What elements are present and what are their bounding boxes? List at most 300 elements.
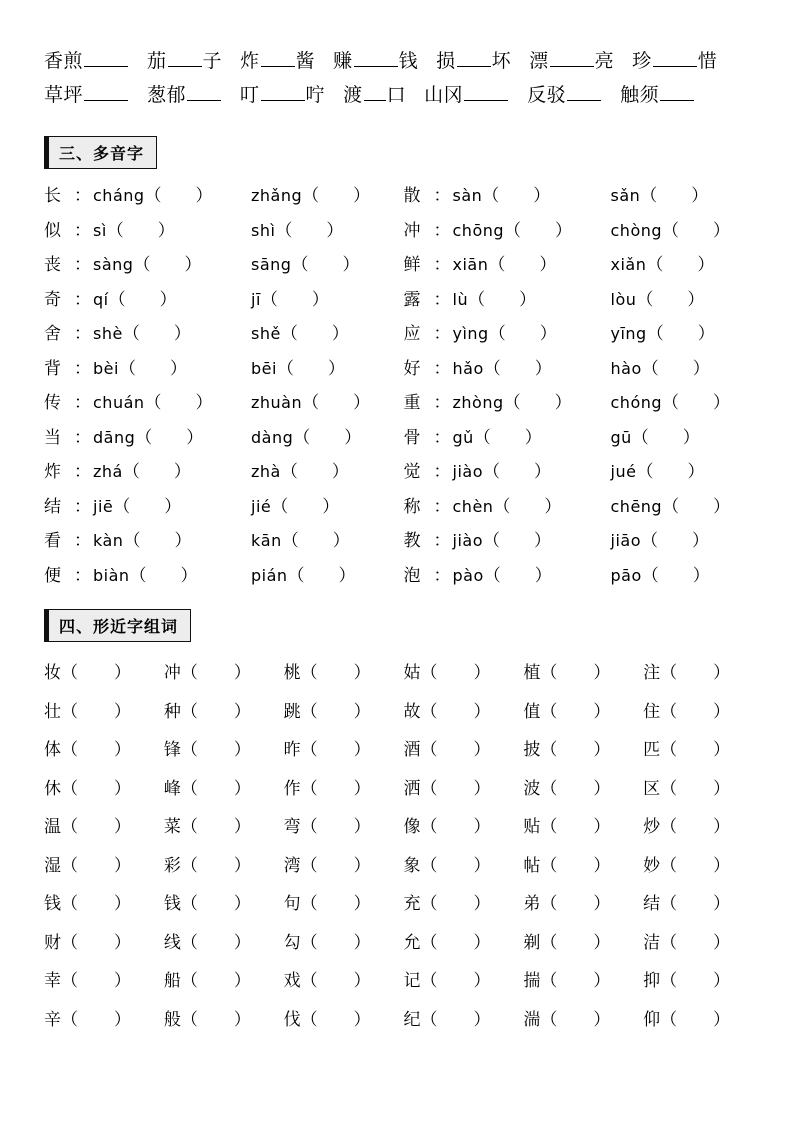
answer-parentheses[interactable]: （ ） [540,1009,611,1030]
answer-parentheses[interactable]: （ ） [468,289,537,310]
answer-parentheses[interactable]: （ ） [180,894,251,914]
answer-blank[interactable] [660,86,694,101]
duoyinzi-character: 骨 [403,427,421,448]
xingjinzi-cell [404,885,524,924]
answer-parentheses[interactable]: （ ） [108,289,177,310]
xingjinzi-cell [284,962,404,1001]
answer-parentheses[interactable]: （ ） [660,1009,731,1030]
colon-separator: ： [74,186,91,206]
fill-in-item [436,44,511,78]
xingjinzi-character: 峰 [163,778,181,799]
answer-parentheses[interactable]: （ ） [636,462,705,482]
fill-in-item [44,44,129,78]
duoyinzi-row [44,179,404,214]
answer-parentheses[interactable]: （ ） [641,358,710,379]
answer-parentheses[interactable]: （ ） [300,932,371,953]
answer-parentheses[interactable]: （ ） [503,393,572,413]
duoyinzi-row [44,317,404,352]
pinyin-label: jié [251,496,272,516]
xingjinzi-character: 炒 [643,817,661,837]
duoyinzi-row [44,455,404,490]
xingjinzi-cell [404,654,524,693]
pinyin-entry [453,490,611,525]
answer-parentheses[interactable]: （ ） [302,186,371,206]
xingjinzi-character: 洒 [403,778,421,799]
answer-parentheses[interactable]: （ ） [482,531,551,551]
xingjinzi-cell [164,654,284,693]
answer-parentheses[interactable]: （ ） [133,255,202,275]
answer-parentheses[interactable]: （ ） [118,358,187,379]
answer-parentheses[interactable]: （ ） [180,1009,251,1030]
xingjinzi-character: 像 [403,817,421,837]
xingjinzi-character: 壮 [44,701,61,722]
answer-blank[interactable] [364,86,386,101]
answer-parentheses[interactable]: （ ） [493,496,562,517]
duoyinzi-row [44,248,404,283]
pinyin-entry [453,248,611,283]
colon-separator: ： [433,255,451,275]
answer-parentheses[interactable]: （ ） [488,324,557,344]
xingjinzi-character: 钱 [44,894,61,914]
answer-blank[interactable] [168,52,202,67]
pinyin-entry [453,179,611,214]
pinyin-entry [93,352,251,387]
pinyin-entry [611,283,705,318]
answer-parentheses[interactable]: （ ） [488,255,557,275]
answer-parentheses[interactable]: （ ） [636,289,705,310]
answer-parentheses[interactable]: （ ） [640,186,709,206]
pinyin-entry [453,214,611,249]
xingjinzi-character: 记 [403,971,421,991]
xingjinzi-cell [164,962,284,1001]
pinyin-entry [611,386,731,421]
answer-parentheses[interactable]: （ ） [300,740,371,760]
answer-blank[interactable] [354,52,398,67]
xingjinzi-cell [44,770,164,809]
answer-parentheses[interactable]: （ ） [420,778,491,799]
duoyinzi-row [44,559,404,594]
pinyin-entry [251,317,349,352]
xingjinzi-character: 般 [163,1009,181,1030]
answer-parentheses[interactable]: （ ） [300,817,371,837]
xingjinzi-cell [164,885,284,924]
xingjinzi-cell [284,808,404,847]
answer-parentheses[interactable]: （ ） [300,971,371,991]
answer-parentheses[interactable]: （ ） [61,778,131,799]
answer-parentheses[interactable]: （ ） [662,393,731,413]
fill-in-prefix: 香煎 [44,50,84,72]
colon-separator: ： [74,289,91,310]
answer-parentheses[interactable]: （ ） [300,894,371,914]
answer-parentheses[interactable]: （ ） [61,894,131,914]
pinyin-label: chèn [452,496,494,516]
xingjinzi-character: 锋 [163,740,181,760]
answer-parentheses[interactable]: （ ） [662,220,731,241]
answer-parentheses[interactable]: （ ） [291,255,360,275]
answer-parentheses[interactable]: （ ） [276,358,345,379]
pinyin-entry [93,386,251,421]
answer-parentheses[interactable]: （ ） [260,289,329,310]
answer-parentheses[interactable]: （ ） [61,971,131,991]
answer-parentheses[interactable]: （ ） [275,220,344,241]
answer-parentheses[interactable]: （ ） [540,855,611,876]
answer-parentheses[interactable]: （ ） [180,932,251,953]
answer-parentheses[interactable]: （ ） [641,565,710,586]
colon-separator: ： [433,462,451,482]
answer-parentheses[interactable]: （ ） [280,462,349,482]
pinyin-entry [251,283,329,318]
answer-parentheses[interactable]: （ ） [180,971,251,991]
answer-parentheses[interactable]: （ ） [300,1009,371,1030]
answer-parentheses[interactable]: （ ） [660,971,731,991]
xingjinzi-cell [523,885,643,924]
pinyin-label: sāng [251,255,292,274]
duoyinzi-row [44,421,404,456]
xingjinzi-character: 体 [44,740,61,760]
answer-parentheses[interactable]: （ ） [135,427,204,448]
answer-parentheses[interactable]: （ ） [420,740,491,760]
answer-blank[interactable] [84,86,128,101]
duoyinzi-character: 露 [403,289,421,310]
answer-parentheses[interactable]: （ ） [646,255,715,275]
xingjinzi-cell [44,1001,164,1040]
duoyinzi-character: 长 [44,186,61,206]
xingjinzi-cell [404,808,524,847]
answer-parentheses[interactable]: （ ） [420,855,491,876]
xingjinzi-character: 故 [403,701,421,722]
duoyinzi-character: 炸 [44,462,61,482]
pinyin-label: chóng [610,393,663,412]
fill-in-item [632,44,717,78]
duoyinzi-row [404,214,764,249]
colon-separator: ： [74,324,91,344]
answer-parentheses[interactable]: （ ） [420,1009,491,1030]
xingjinzi-character: 勾 [283,932,301,953]
pinyin-label: yīng [610,324,647,343]
fill-in-item [424,78,509,112]
answer-parentheses[interactable]: （ ） [660,855,731,876]
colon-separator: ： [433,324,451,344]
fill-in-prefix: 葱郁 [147,84,187,106]
fill-in-item [147,78,222,112]
xingjinzi-character: 湍 [523,1009,541,1030]
pinyin-entry [453,455,611,490]
xingjinzi-character: 贴 [523,817,541,837]
answer-parentheses[interactable]: （ ） [180,817,251,837]
duoyinzi-character: 丧 [44,255,61,275]
pinyin-entry [251,352,345,387]
pinyin-label: zhá [93,462,123,481]
answer-parentheses[interactable]: （ ） [61,663,131,683]
duoyinzi-row [44,214,404,249]
answer-parentheses[interactable]: （ ） [660,894,731,914]
duoyinzi-character: 当 [44,427,61,448]
pinyin-entry [453,524,611,559]
xingjinzi-character: 象 [403,855,421,876]
answer-parentheses[interactable]: （ ） [540,817,611,837]
answer-parentheses[interactable]: （ ） [420,701,491,722]
answer-blank[interactable] [261,52,295,67]
answer-parentheses[interactable]: （ ） [540,971,611,991]
pinyin-label: shě [251,324,281,343]
pinyin-label: pào [452,565,484,585]
duoyinzi-row [404,455,764,490]
xingjinzi-character: 结 [643,894,661,914]
answer-parentheses[interactable]: （ ） [123,531,192,551]
colon-separator: ： [433,289,451,310]
pinyin-label: jiāo [610,531,641,550]
xingjinzi-character: 妆 [44,663,61,683]
answer-blank[interactable] [653,52,697,67]
answer-parentheses[interactable]: （ ） [293,427,362,448]
answer-blank[interactable] [550,52,594,67]
xingjinzi-cell [643,885,763,924]
xingjinzi-character: 伐 [283,1009,301,1030]
xingjinzi-character: 种 [163,701,181,722]
pinyin-entry [453,421,611,456]
colon-separator: ： [74,358,91,379]
answer-parentheses[interactable]: （ ） [144,186,213,206]
duoyinzi-character: 应 [403,324,421,344]
pinyin-entry [251,490,339,525]
answer-parentheses[interactable]: （ ） [540,778,611,799]
answer-parentheses[interactable]: （ ） [180,701,251,722]
xingjinzi-cell [44,808,164,847]
pinyin-entry [611,317,715,352]
xingjinzi-cell [523,654,643,693]
duoyinzi-character: 奇 [44,289,61,310]
pinyin-entry [251,386,370,421]
colon-separator: ： [74,255,91,275]
pinyin-label: bèi [93,358,119,378]
answer-parentheses[interactable]: （ ） [180,855,251,876]
fill-in-prefix: 珍 [632,50,652,72]
fill-in-suffix: 口 [386,84,407,106]
duoyinzi-row [404,179,764,214]
fill-in-prefix: 炸 [240,50,260,72]
answer-blank[interactable] [261,86,305,101]
pinyin-label: pián [251,565,288,585]
pinyin-entry [611,352,710,387]
pinyin-label: shì [251,220,276,240]
answer-parentheses[interactable]: （ ） [473,427,542,448]
xingjinzi-character: 湿 [44,855,61,876]
duoyinzi-row [404,317,764,352]
duoyinzi-character: 鲜 [403,255,421,275]
answer-parentheses[interactable]: （ ） [540,932,611,953]
answer-parentheses[interactable]: （ ） [61,701,131,722]
answer-parentheses[interactable]: （ ） [281,531,350,551]
xingjinzi-cell [44,885,164,924]
colon-separator: ： [433,393,451,413]
xingjinzi-character: 戏 [283,971,301,991]
xingjinzi-character: 句 [283,894,301,914]
answer-parentheses[interactable]: （ ） [300,663,371,683]
answer-parentheses[interactable]: （ ） [483,358,552,379]
answer-parentheses[interactable]: （ ） [302,393,371,413]
pinyin-entry [453,386,611,421]
pinyin-label: lù [452,289,469,309]
xingjinzi-character: 住 [643,701,661,722]
answer-parentheses[interactable]: （ ） [122,324,191,344]
pinyin-entry [251,179,370,214]
answer-blank[interactable] [464,86,508,101]
fill-in-item [527,78,602,112]
pinyin-label: lòu [610,289,637,309]
colon-separator: ： [433,186,451,206]
answer-parentheses[interactable]: （ ） [180,663,251,683]
duoyinzi-row [404,490,764,525]
pinyin-entry [611,179,709,214]
fill-in-suffix: 坏 [491,50,512,72]
xingjinzi-cell [643,847,763,886]
answer-parentheses[interactable]: （ ） [271,496,340,517]
answer-parentheses[interactable]: （ ） [122,462,191,482]
pinyin-label: qí [93,289,109,309]
fill-in-item [240,44,315,78]
answer-parentheses[interactable]: （ ） [300,855,371,876]
fill-in-row [44,44,763,78]
answer-parentheses[interactable]: （ ） [287,565,356,586]
answer-parentheses[interactable]: （ ） [420,817,491,837]
fill-in-prefix: 反驳 [527,84,567,106]
xingjinzi-cell [404,693,524,732]
fill-in-prefix: 草坪 [44,84,84,106]
fill-in-suffix: 亮 [594,50,615,72]
answer-blank[interactable] [567,86,601,101]
xingjinzi-cell [284,654,404,693]
xingjinzi-cell [164,770,284,809]
answer-parentheses[interactable]: （ ） [180,740,251,760]
fill-in-item [333,44,418,78]
answer-parentheses[interactable]: （ ） [540,663,611,683]
answer-parentheses[interactable]: （ ） [144,393,213,413]
pinyin-entry [93,490,251,525]
answer-parentheses[interactable]: （ ） [660,932,731,953]
answer-parentheses[interactable]: （ ） [540,701,611,722]
answer-parentheses[interactable]: （ ） [129,565,198,586]
answer-parentheses[interactable]: （ ） [482,462,551,482]
xingjinzi-cell [164,731,284,770]
answer-parentheses[interactable]: （ ） [180,778,251,799]
xingjinzi-character: 披 [523,740,541,760]
xingjinzi-cell [284,1001,404,1040]
pinyin-entry [93,214,251,249]
pinyin-label: jiào [452,531,483,550]
xingjinzi-cell [404,770,524,809]
xingjinzi-cell [284,924,404,963]
answer-parentheses[interactable]: （ ） [420,971,491,991]
colon-separator: ： [433,220,451,241]
answer-parentheses[interactable]: （ ） [660,701,731,722]
answer-blank[interactable] [187,86,221,101]
pinyin-entry [453,317,611,352]
fill-in-prefix: 叮 [240,84,260,106]
answer-parentheses[interactable]: （ ） [61,1009,131,1030]
pinyin-label: zhà [251,462,281,481]
answer-parentheses[interactable]: （ ） [61,855,131,876]
pinyin-entry [251,214,343,249]
answer-parentheses[interactable]: （ ） [61,932,131,953]
xingjinzi-character: 钱 [163,894,181,914]
answer-parentheses[interactable]: （ ） [640,531,709,551]
pinyin-label: jiào [452,462,483,481]
answer-parentheses[interactable]: （ ） [61,740,131,760]
xingjinzi-character: 彩 [163,855,181,876]
pinyin-label: zhuàn [251,393,303,412]
pinyin-entry [251,524,350,559]
duoyinzi-character: 看 [44,531,61,551]
pinyin-label: yìng [452,324,489,343]
duoyinzi-character: 背 [44,358,61,379]
section-heading-xingjinzi: 四、形近字组词 [44,609,191,642]
section-heading-duoyinzi: 三、多音字 [44,136,157,169]
xingjinzi-character: 船 [163,971,181,991]
xingjinzi-cell [164,847,284,886]
pinyin-entry [251,455,349,490]
answer-parentheses[interactable]: （ ） [504,220,573,241]
answer-parentheses[interactable]: （ ） [660,778,731,799]
fill-in-blank-section [44,44,763,112]
answer-parentheses[interactable]: （ ） [300,778,371,799]
answer-parentheses[interactable]: （ ） [420,894,491,914]
answer-parentheses[interactable]: （ ） [420,663,491,683]
pinyin-entry [611,214,731,249]
duoyinzi-character: 重 [403,393,421,413]
answer-parentheses[interactable]: （ ） [280,324,349,344]
xingjinzi-cell [523,770,643,809]
answer-parentheses[interactable]: （ ） [482,186,551,206]
answer-parentheses[interactable]: （ ） [106,220,175,241]
xingjinzi-cell [284,731,404,770]
answer-parentheses[interactable]: （ ） [662,496,731,517]
xingjinzi-character: 酒 [403,740,421,760]
answer-parentheses[interactable]: （ ） [300,701,371,722]
pinyin-label: sàng [93,255,134,274]
duoyinzi-character: 泡 [403,565,421,586]
colon-separator: ： [433,427,451,448]
answer-parentheses[interactable]: （ ） [540,894,611,914]
colon-separator: ： [74,496,91,517]
answer-blank[interactable] [84,52,128,67]
pinyin-label: hǎo [452,358,484,378]
answer-parentheses[interactable]: （ ） [420,932,491,953]
answer-parentheses[interactable]: （ ） [646,324,715,344]
xingjinzi-character: 跳 [283,701,301,722]
answer-parentheses[interactable]: （ ） [540,740,611,760]
answer-parentheses[interactable]: （ ） [61,817,131,837]
xingjinzi-character: 揣 [523,971,541,991]
fill-in-row [44,78,763,112]
answer-parentheses[interactable]: （ ） [660,740,731,760]
fill-in-prefix: 山冈 [424,84,464,106]
xingjinzi-cell [44,693,164,732]
duoyinzi-row [44,352,404,387]
answer-parentheses[interactable]: （ ） [113,496,182,517]
pinyin-entry [93,248,251,283]
answer-parentheses[interactable]: （ ） [660,817,731,837]
xingjinzi-cell [643,808,763,847]
answer-parentheses[interactable]: （ ） [660,663,731,683]
duoyinzi-character: 传 [44,393,61,413]
answer-parentheses[interactable]: （ ） [483,565,552,586]
answer-parentheses[interactable]: （ ） [631,427,700,448]
answer-blank[interactable] [457,52,491,67]
xingjinzi-character: 冲 [163,663,181,683]
duoyinzi-grid [44,179,763,593]
pinyin-label: gǔ [452,427,474,447]
xingjinzi-cell [284,693,404,732]
